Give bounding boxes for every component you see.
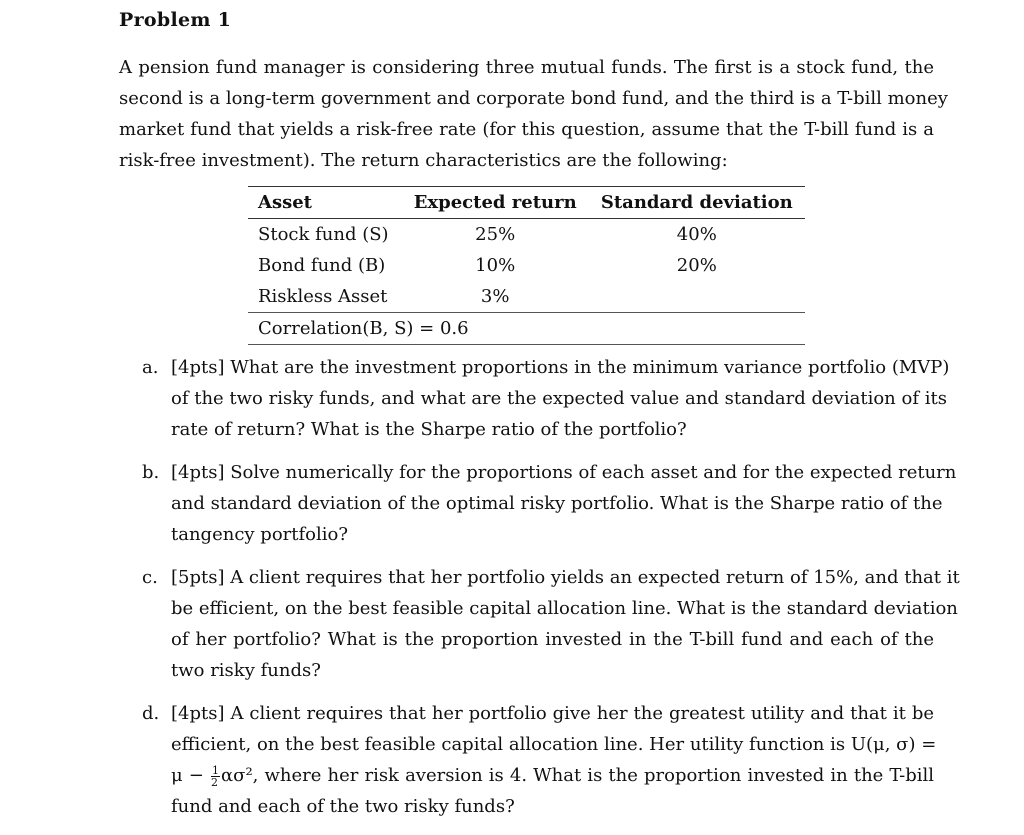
table-row: [248, 250, 805, 281]
cell-standard-deviation: [589, 281, 805, 313]
header-standard-deviation: Standard deviation: [600, 192, 793, 213]
question-letter: b.: [142, 462, 160, 483]
cell-expected-return: 10%: [475, 255, 516, 276]
return-characteristics-table: [248, 186, 805, 345]
correlation-row: [248, 313, 805, 345]
question-letter: d.: [142, 703, 160, 724]
question-a: [142, 352, 950, 445]
question-line: rate of return? What is the Sharpe ratio of the portfolio?: [171, 419, 687, 440]
cell-asset: Bond fund (B): [258, 255, 386, 276]
cell-expected-return: 25%: [475, 224, 516, 245]
utility-suffix: ασ², where her risk aversion is 4. What is the proportion invested in the T-bill: [221, 765, 934, 786]
problem-intro: [119, 52, 948, 176]
one-half-fraction: [211, 765, 220, 788]
question-b: [142, 457, 957, 550]
question-line: and standard deviation of the optimal risky portfolio. What is the Sharpe ratio of the: [171, 493, 943, 514]
problem-title: Problem 1: [119, 9, 232, 31]
question-list: [142, 352, 960, 834]
question-line: efficient, on the best feasible capital allocation line. Her utility function is U(μ, σ) =: [171, 734, 937, 755]
header-expected-return: Expected return: [413, 192, 577, 213]
question-letter: c.: [142, 567, 158, 588]
question-line: two risky funds?: [171, 660, 321, 681]
intro-line: risk-free investment). The return characteristics are the following:: [119, 150, 728, 171]
cell-asset: Riskless Asset: [258, 286, 388, 307]
table-row: [248, 219, 805, 251]
question-line: fund and each of the two risky funds?: [171, 796, 515, 817]
question-line: of her portfolio? What is the proportion invested in the T-bill fund and each of the: [171, 629, 934, 650]
question-line-utility: [171, 760, 934, 791]
table-row: [248, 281, 805, 313]
intro-line: market fund that yields a risk-free rate (for this question, assume that the T-bill fund is a: [119, 119, 934, 140]
fraction-numerator: 1: [212, 763, 219, 777]
question-line: [5pts] A client requires that her portfolio yields an expected return of 15%, and that it: [171, 567, 960, 588]
cell-correlation: Correlation(B, S) = 0.6: [258, 318, 469, 339]
question-text: [171, 352, 950, 445]
question-letter: a.: [142, 357, 159, 378]
intro-line: A pension fund manager is considering three mutual funds. The first is a stock fund, the: [119, 57, 934, 78]
question-d: [142, 698, 937, 822]
question-text: [171, 562, 960, 686]
question-text: [171, 457, 957, 550]
question-line: tangency portfolio?: [171, 524, 348, 545]
cell-expected-return: 3%: [480, 286, 510, 307]
question-line: of the two risky funds, and what are the expected value and standard deviation of its: [171, 388, 947, 409]
utility-prefix: μ −: [171, 765, 210, 786]
intro-line: second is a long-term government and corporate bond fund, and the third is a T-bill money: [119, 88, 948, 109]
question-line: [4pts] Solve numerically for the proportions of each asset and for the expected return: [171, 462, 957, 483]
fraction-denominator: 2: [211, 775, 218, 789]
question-text: [171, 698, 937, 822]
question-line: [4pts] What are the investment proportions in the minimum variance portfolio (MVP): [171, 357, 950, 378]
cell-standard-deviation: 20%: [676, 255, 717, 276]
cell-asset: Stock fund (S): [258, 224, 389, 245]
question-line: [4pts] A client requires that her portfolio give her the greatest utility and that it be: [171, 703, 934, 724]
table-header-row: [248, 187, 805, 219]
cell-standard-deviation: 40%: [676, 224, 717, 245]
question-c: [142, 562, 960, 686]
header-asset: Asset: [258, 192, 312, 213]
question-line: be efficient, on the best feasible capital allocation line. What is the standard deviation: [171, 598, 958, 619]
